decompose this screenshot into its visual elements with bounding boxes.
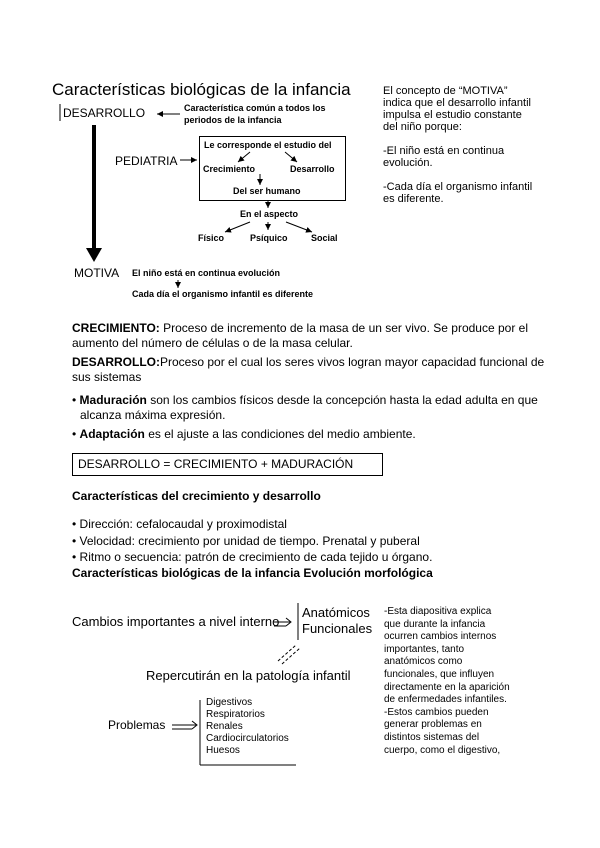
funcionales-label: Funcionales (302, 621, 373, 636)
problemas-list-item: Renales (206, 721, 243, 732)
diagonal-arrow-b (282, 648, 300, 664)
aspecto-label: En el aspecto (240, 209, 299, 219)
cambios-label: Cambios importantes a nivel interno (72, 614, 280, 629)
social-arrow (286, 222, 312, 232)
problemas-label: Problemas (108, 718, 166, 732)
bullet: • (72, 393, 77, 407)
side-note-line: generar problemas en (384, 719, 482, 731)
social-label: Social (311, 233, 338, 243)
side-note-line: cuerpo, como el digestivo, (384, 744, 501, 756)
side-note-line: importantes, tanto (384, 643, 465, 655)
side-note-p3-line: es diferente. (383, 193, 444, 205)
problemas-list-item: Respiratorios (206, 709, 265, 720)
crecimiento-definition (72, 321, 528, 351)
desarrollo-text: Proceso por el cual los seres vivos logran mayor capacidad funcional de (160, 355, 545, 369)
adaptacion-term: Adaptación (79, 427, 145, 441)
desarrollo-definition (72, 355, 544, 385)
side-note-line: anatómicos como (384, 656, 463, 668)
repercutiran-label: Repercutirán en la patología infantil (146, 668, 351, 683)
motiva-label: MOTIVA (74, 266, 120, 280)
characteristic-item: • Dirección: cefalocaudal y proximodistal (72, 517, 287, 531)
box-humano: Del ser humano (233, 186, 301, 196)
maduracion-text: son los cambios físicos desde la concepción hasta la edad adulta en que (146, 393, 538, 407)
side-note-p3-line: -Cada día el organismo infantil (383, 181, 533, 193)
diagram-title: Características biológicas de la infancia (52, 80, 351, 99)
crecimiento-text: Proceso de incremento de la masa de un ser vivo. Se produce por el (159, 321, 528, 335)
side-note-p1-line: El concepto de “MOTIVA” (383, 85, 508, 97)
box-crecimiento: Crecimiento (203, 164, 256, 174)
side-note (383, 85, 532, 205)
crecimiento-term: CRECIMIENTO: (72, 321, 160, 335)
maduracion-term: Maduración (79, 393, 147, 407)
adaptacion-definition (72, 427, 416, 442)
characteristic-item: • Velocidad: crecimiento por unidad de tiempo. Prenatal y puberal (72, 534, 420, 548)
side-note-line: -Estos cambios pueden (384, 706, 489, 718)
motiva-line-1: El niño está en continua evolución (132, 268, 281, 278)
desarrollo-term: DESARROLLO: (72, 355, 160, 369)
vertical-arrow-head (86, 248, 102, 262)
evolution-heading: Características biológicas de la infancia Evolución morfológica (72, 566, 433, 580)
bullet: • (72, 427, 77, 441)
side-note-line: de enfermedades infantiles. (384, 694, 507, 706)
side-note-line: que durante la infancia (384, 618, 486, 630)
problemas-list (206, 697, 289, 757)
diagram2-side-note (384, 606, 510, 757)
formula-text: DESARROLLO = CRECIMIENTO + MADURACIÓN (78, 457, 354, 471)
motiva-line-2: Cada día el organismo infantil es diferente (132, 289, 314, 299)
side-note-line: directamente en la aparición (384, 681, 510, 693)
box-title: Le corresponde el estudio del (204, 140, 332, 150)
side-note-line: ocurren cambios internos (384, 631, 497, 643)
maduracion-definition (72, 393, 538, 423)
desarrollo-text-2: sus sistemas (72, 370, 142, 384)
note-line-1: Característica común a todos los (184, 103, 326, 113)
side-note-p1-line: impulsa el estudio constante (383, 109, 522, 121)
note-line-2: periodos de la infancia (184, 115, 282, 125)
anatomicos-label: Anatómicos (302, 605, 370, 620)
side-note-line: distintos sistemas del (384, 731, 480, 743)
pediatria-label: PEDIATRIA (115, 154, 178, 168)
problemas-list-item: Cardiocirculatorios (206, 733, 289, 744)
crecimiento-text-2: aumento del número de células o de la masa celular. (72, 336, 353, 350)
problemas-arrow (172, 721, 197, 729)
desarrollo-label: DESARROLLO (63, 106, 146, 120)
diagonal-arrow-a (278, 645, 296, 661)
side-note-p1-line: indica que el desarrollo infantil (383, 97, 531, 109)
characteristic-item: • Ritmo o secuencia: patrón de crecimiento de cada tejido u órgano. (72, 550, 433, 564)
characteristics-heading: Características del crecimiento y desarrollo (72, 489, 321, 503)
side-note-p2-line: -El niño está en continua (383, 145, 505, 157)
side-note-line: funcionales, que influyen (384, 668, 495, 680)
maduracion-text-2: alcanza máxima expresión. (80, 408, 226, 422)
side-note-p1-line: del niño porque: (383, 121, 462, 133)
problemas-list-item: Huesos (206, 745, 240, 756)
side-note-line: -Esta diapositiva explica (384, 606, 492, 617)
fisico-arrow (225, 222, 250, 232)
psiquico-label: Psíquico (250, 233, 288, 243)
fisico-label: Físico (198, 233, 225, 243)
box-desarrollo: Desarrollo (290, 164, 335, 174)
adaptacion-text: es el ajuste a las condiciones del medio ambiente. (144, 427, 416, 441)
side-note-p2-line: evolución. (383, 157, 433, 169)
problemas-list-item: Digestivos (206, 697, 253, 708)
